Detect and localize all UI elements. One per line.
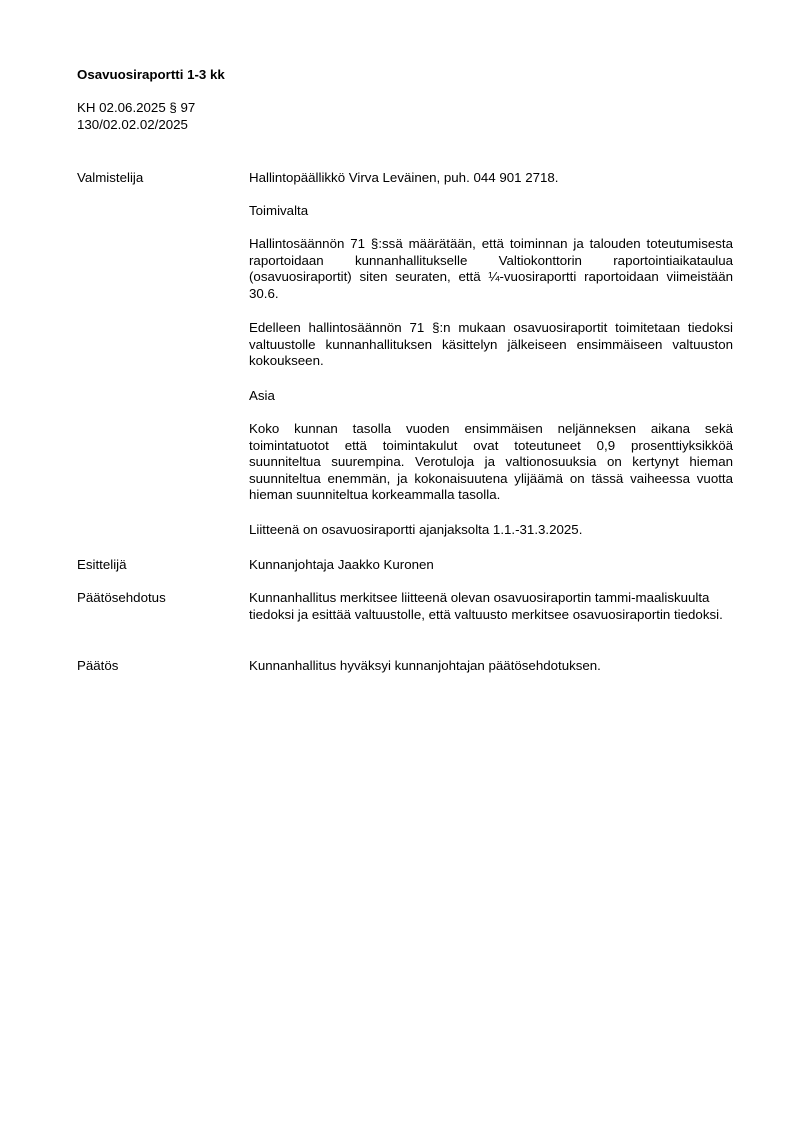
paatosehdotus-value: Kunnanhallitus merkitsee liitteenä olevan osavuosiraportin tammi-maaliskuulta tiedoksi ja esittää valtuustolle, että valtuusto merkitsee osavuosiraportin tiedoksi. — [249, 590, 723, 622]
paatosehdotus-label: Päätösehdotus — [77, 590, 166, 605]
paatos-label: Päätös — [77, 658, 119, 673]
toimivalta-paragraph-2: Edelleen hallintosäännön 71 §:n mukaan osavuosiraportit toimitetaan tiedoksi valtuustolle kunnanhallituksen käsittelyn jälkeiseen ensimmäiseen valtuuston kokoukseen. — [249, 320, 733, 369]
case-number: 130/02.02.02/2025 — [77, 117, 188, 132]
valmistelija-label: Valmistelija — [77, 170, 144, 185]
esittelija-value: Kunnanjohtaja Jaakko Kuronen — [249, 557, 434, 572]
toimivalta-heading: Toimivalta — [249, 203, 309, 218]
valmistelija-value: Hallintopäällikkö Virva Leväinen, puh. 044 901 2718. — [249, 170, 559, 185]
document-title: Osavuosiraportti 1-3 kk — [77, 67, 225, 82]
asia-paragraph-1: Koko kunnan tasolla vuoden ensimmäisen neljänneksen aikana sekä toimintatuotot että toimintakulut ovat toteutuneet 0,9 prosenttiyksikköä suunniteltua suurempina. Verotuloja ja valtionosuuksia on kertynyt hieman suunniteltua enemmän, ja kokonaisuutena ylijäämä on tässä vaiheessa vuotta hieman suunniteltua korkeammalla tasolla. — [249, 421, 733, 503]
asia-heading: Asia — [249, 388, 275, 403]
paatos-value: Kunnanhallitus hyväksyi kunnanjohtajan päätösehdotuksen. — [249, 658, 601, 673]
asia-paragraph-2: Liitteenä on osavuosiraportti ajanjaksolta 1.1.-31.3.2025. — [249, 522, 583, 537]
meeting-reference: KH 02.06.2025 § 97 — [77, 100, 196, 115]
esittelija-label: Esittelijä — [77, 557, 127, 572]
toimivalta-paragraph-1: Hallintosäännön 71 §:ssä määrätään, että toiminnan ja talouden toteutumisesta raportoidaan kunnanhallitukselle Valtiokonttorin raportointiaikataulua (osavuosiraportit) siten seuraten, että ¼-vuosiraportti raportoidaan viimeistään 30.6. — [249, 236, 733, 301]
